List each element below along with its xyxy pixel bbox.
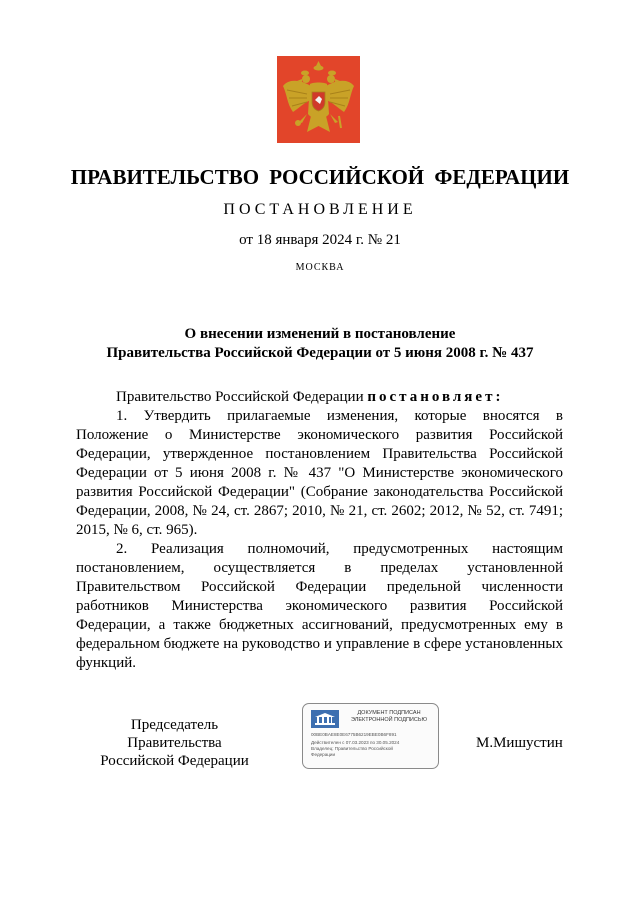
- stamp-certificate: 00BE0BAE8E0E6775B6219EBE0B6F891: [311, 732, 397, 737]
- stamp-owner-line-2: Федерации: [311, 752, 336, 757]
- signatory-position: [82, 716, 267, 770]
- paragraph-2: 2. Реализация полномочий, предусмотренных настоящим постановлением, осуществляется в пределах установленной Правительством Российской Федерации предельной численности работников Министерства экономического развития Российской Федерации, а также бюджетных ассигнований, предусмотренных ему в федеральном бюджете на руководство и управление в сфере установленных функций.: [76, 541, 563, 671]
- double-headed-eagle-icon: [277, 56, 360, 143]
- intro-lead: Правительство Российской Федерации: [116, 389, 368, 405]
- document-city: МОСКВА: [295, 262, 345, 273]
- stamp-owner-line-1: Владелец: Правительство Российской: [311, 746, 393, 751]
- signatory-position-line-1: Председатель Правительства: [127, 717, 222, 751]
- signatory-position-line-2: Российской Федерации: [100, 753, 249, 769]
- decree-verb: постановляет:: [367, 389, 504, 405]
- government-name-heading: ПРАВИТЕЛЬСТВО РОССИЙСКОЙ ФЕДЕРАЦИИ: [70, 165, 570, 189]
- document-title: [60, 325, 580, 363]
- government-building-icon: [311, 710, 339, 728]
- document-type: ПОСТАНОВЛЕНИЕ: [223, 201, 417, 218]
- stamp-heading: [343, 710, 435, 724]
- electronic-signature-stamp: [302, 703, 439, 769]
- stamp-heading-line-1: ДОКУМЕНТ ПОДПИСАН: [357, 710, 421, 716]
- title-line-1: О внесении изменений в постановление: [184, 326, 456, 342]
- stamp-validity: Действителен с 07.03.2023 по 30.05.2024: [311, 740, 400, 745]
- stamp-heading-line-2: ЭЛЕКТРОННОЙ ПОДПИСЬЮ: [350, 717, 428, 723]
- document-date-number: от 18 января 2024 г. № 21: [239, 232, 401, 248]
- title-line-2: Правительства Российской Федерации от 5 июня 2008 г. № 437: [106, 345, 534, 361]
- signatory-name: М.Мишустин: [476, 735, 563, 751]
- paragraph-1: 1. Утвердить прилагаемые изменения, которые вносятся в Положение о Министерстве экономического развития Российской Федерации, утвержденное постановлением Правительства Российской Федерации от 5 июня 2008 г. № 437 "О Министерстве экономического развития Российской Федерации" (Собрание законодательства Российской Федерации, 2008, № 24, ст. 2867; 2010, № 21, ст. 2602; 2012, № 52, ст. 7491; 2015, № 6, ст. 965).: [76, 408, 563, 538]
- intro-paragraph: [76, 388, 563, 407]
- document-body: [76, 388, 563, 673]
- coat-of-arms-icon: [277, 56, 360, 143]
